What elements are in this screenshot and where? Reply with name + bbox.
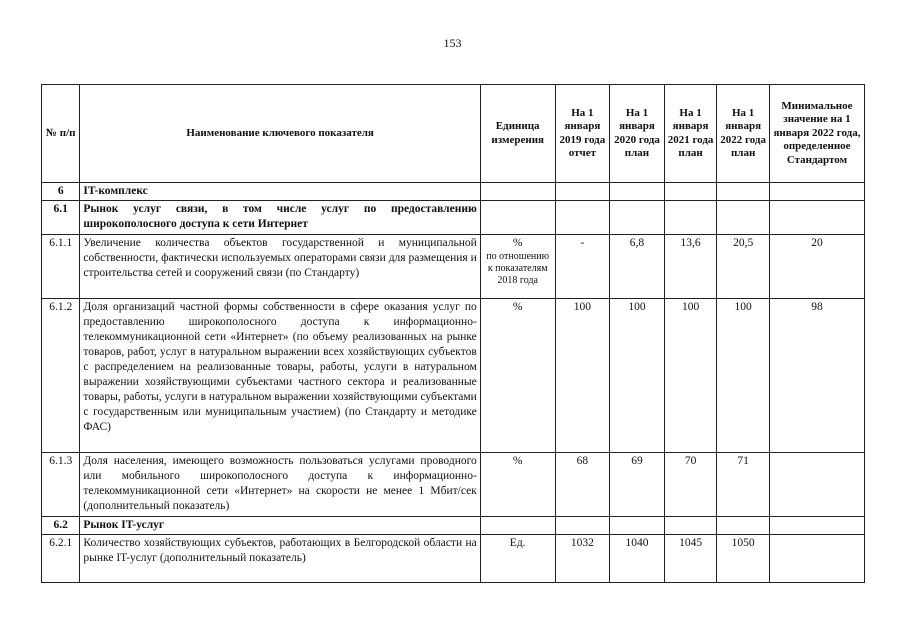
row-num: 6.1.2 <box>42 299 80 453</box>
header-2019: На 1 января 2019 года отчет <box>555 85 610 183</box>
row-name: IT-комплекс <box>80 183 480 201</box>
table-row <box>42 299 865 453</box>
value-2022: 71 <box>717 453 770 517</box>
value-2021: 70 <box>664 453 717 517</box>
row-num: 6.2.1 <box>42 535 80 583</box>
table-row <box>42 517 865 535</box>
row-num: 6.1.3 <box>42 453 80 517</box>
value-2021: 100 <box>664 299 717 453</box>
table-row <box>42 201 865 235</box>
value-2020: 1040 <box>610 535 665 583</box>
table-row <box>42 183 865 201</box>
unit-value: % <box>512 237 523 249</box>
value-2021: 13,6 <box>664 235 717 299</box>
header-name: Наименование ключевого показателя <box>80 85 480 183</box>
value-2019: 1032 <box>555 535 610 583</box>
indicators-table <box>41 84 865 583</box>
row-unit: % <box>480 299 555 453</box>
row-name: Доля организаций частной формы собственности в сфере оказания услуг по предоставлению широкополосного доступа к информационно-телекоммуникационной сети «Интернет» (по объему реализованных на рынке товаров, работ, услуг в натуральном выражении всех хозяйствующих субъектов с распределением на реализованные товары, работы, услуги в натуральном выражении хозяйствующими субъектами частного сектора и реализованные товары, работы, услуги в натуральном выражении хозяйствующими субъектами с государственным или муниципальным участием) (по Стандарту и методике ФАС) <box>80 299 480 453</box>
value-2022: 100 <box>717 299 770 453</box>
value-2019: - <box>555 235 610 299</box>
row-name: Рынок услуг связи, в том числе услуг по предоставлению широкополосного доступа к сети Интернет <box>80 201 480 235</box>
header-min-standard: Минимальное значение на 1 января 2022 года, определенное Стандартом <box>769 85 864 183</box>
header-unit: Единица измерения <box>480 85 555 183</box>
row-name: Доля населения, имеющего возможность пользоваться услугами проводного или мобильного широкополосного доступа к информационно-телекоммуникационной сети «Интернет» на скорости не менее 1 Мбит/сек (дополнительный показатель) <box>80 453 480 517</box>
value-2022: 20,5 <box>717 235 770 299</box>
value-min <box>769 453 864 517</box>
value-2020: 100 <box>610 299 665 453</box>
table-row <box>42 535 865 583</box>
value-2022: 1050 <box>717 535 770 583</box>
row-name: Количество хозяйствующих субъектов, работающих в Белгородской области на рынке IT-услуг (дополнительный показатель) <box>80 535 480 583</box>
row-name: Увеличение количества объектов государственной и муниципальной собственности, фактически используемых операторами связи для размещения и строительства сетей и сооружений связи (по Стандарту) <box>80 235 480 299</box>
value-2021: 1045 <box>664 535 717 583</box>
header-num: № п/п <box>42 85 80 183</box>
value-2020: 6,8 <box>610 235 665 299</box>
row-num: 6 <box>42 183 80 201</box>
unit-note: по отношению к показателям 2018 года <box>486 251 550 286</box>
table-row <box>42 453 865 517</box>
row-unit: Ед. <box>480 535 555 583</box>
row-num: 6.2 <box>42 517 80 535</box>
value-2020: 69 <box>610 453 665 517</box>
header-2020: На 1 января 2020 года план <box>610 85 665 183</box>
header-2021: На 1 января 2021 года план <box>664 85 717 183</box>
value-min: 98 <box>769 299 864 453</box>
value-2019: 68 <box>555 453 610 517</box>
value-min <box>769 535 864 583</box>
page-number: 153 <box>443 36 462 50</box>
row-unit: % <box>480 453 555 517</box>
table-header-row <box>42 85 865 183</box>
row-num: 6.1.1 <box>42 235 80 299</box>
table-row <box>42 235 865 299</box>
header-2022: На 1 января 2022 года план <box>717 85 770 183</box>
value-2019: 100 <box>555 299 610 453</box>
row-name: Рынок IT-услуг <box>80 517 480 535</box>
row-unit <box>480 235 555 299</box>
row-num: 6.1 <box>42 201 80 235</box>
value-min: 20 <box>769 235 864 299</box>
